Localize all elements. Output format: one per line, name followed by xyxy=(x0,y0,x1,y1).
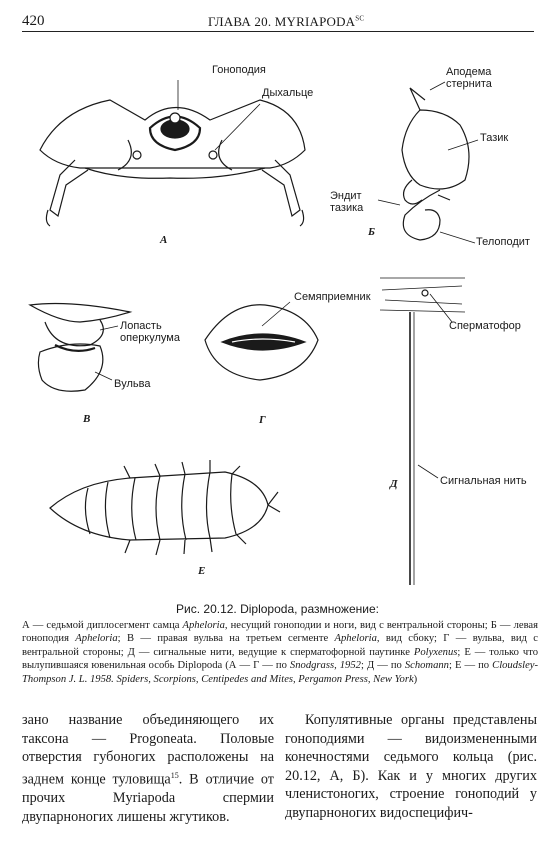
caption-italic: Apheloria xyxy=(182,620,225,631)
caption-part: Г — вульва, вид с вентральной стороны; xyxy=(22,633,538,658)
label-operculum-2: оперкулума xyxy=(120,332,180,344)
label-endite: Эндит xyxy=(330,190,362,202)
label-signal-thread: Сигнальная нить xyxy=(440,475,527,487)
caption-part: Б — левая гоноподия xyxy=(22,620,539,645)
label-endite-2: тазика xyxy=(330,202,364,214)
panel-letter-d: Д xyxy=(390,478,398,490)
running-head-sup: SC xyxy=(355,14,365,23)
panel-g-drawing xyxy=(205,302,318,380)
label-operculum: Лопасть xyxy=(120,320,162,332)
caption-part: ; xyxy=(117,633,127,645)
label-vulva: Вульва xyxy=(114,378,151,390)
caption-part: Д — сигнальные нити, ведущие к сперматофорной паутинке xyxy=(127,646,414,658)
caption-part: ; xyxy=(457,646,465,658)
label-spermatheca: Семяприемник xyxy=(294,291,371,303)
label-spiracle: Дыхальце xyxy=(262,87,314,99)
caption-italic: Apheloria xyxy=(334,633,377,645)
caption-part: ; xyxy=(448,660,455,672)
caption-part: Д — по xyxy=(366,660,405,672)
panel-e-drawing xyxy=(50,460,280,555)
caption-part: ; xyxy=(360,660,367,672)
caption-italic: Cloudsley-Thompson J. L. 1958. Spiders, Scorpions, Centipedes and Mites, Pergamon Press, New York xyxy=(22,660,539,685)
footnote-ref: 15 xyxy=(170,770,179,780)
body-column-right: Копулятивные органы представлены гоноподиями — видоизмененными конечностями седьмого кольца (рис. 20.12, А, Б). Как и у многих других членистоногих, строение гоноподий у двупарноногих видоспецифич- xyxy=(285,712,537,821)
caption-italic: Polyxenus xyxy=(413,646,458,658)
caption-italic: Snodgrass, 1952 xyxy=(289,660,361,672)
caption-part: , несущий гоноподии и ноги, вид с вентральной стороны; xyxy=(224,620,491,631)
caption-part: Е — только что вылупившаяся ювенильная особь Diplopoda ( xyxy=(22,646,539,672)
page-number: 420 xyxy=(22,13,45,29)
panel-letter-e: Е xyxy=(198,565,206,577)
caption-part: , вид сбоку; xyxy=(376,633,444,645)
label-coxa: Тазик xyxy=(480,132,509,144)
label-apodeme-2: стернита xyxy=(446,78,492,90)
label-telopodite: Телоподит xyxy=(476,236,530,248)
panel-letter-b: Б xyxy=(368,226,375,238)
running-head-text: ГЛАВА 20. MYRIAPODA xyxy=(208,14,356,29)
body-column-left xyxy=(22,711,274,826)
label-spermatophore: Сперматофор xyxy=(449,320,521,332)
caption-italic: Schomann xyxy=(404,660,449,672)
figure-caption-body xyxy=(22,619,538,686)
caption-italic: Apheloria xyxy=(75,633,118,645)
panel-a-drawing xyxy=(40,80,305,226)
panel-letter-a: А xyxy=(160,234,168,246)
panel-b-drawing xyxy=(378,82,478,243)
caption-part: А — седьмой диплосегмент самца xyxy=(22,620,183,631)
caption-part: В — правая вульва на третьем сегменте xyxy=(126,633,335,645)
label-apodeme: Аподема xyxy=(446,66,492,78)
panel-letter-v: В xyxy=(83,413,91,425)
caption-part: Е — по xyxy=(454,660,493,672)
caption-part: ) xyxy=(413,673,418,685)
caption-part: А — Г — по xyxy=(228,660,290,672)
figure-caption-title: Рис. 20.12. Diplopoda, размножение: xyxy=(176,602,379,616)
body-text: . В отличие от прочих Myriapoda спермии двупарноногих лишены жгутиков. xyxy=(22,771,274,825)
label-gonopodia: Гонoподия xyxy=(212,64,266,76)
body-text: зано название объединяющего их таксона — Progoneata. Половые отверстия губоногих расположены на заднем конце туловища xyxy=(22,712,274,788)
panel-letter-g: Г xyxy=(259,414,266,426)
